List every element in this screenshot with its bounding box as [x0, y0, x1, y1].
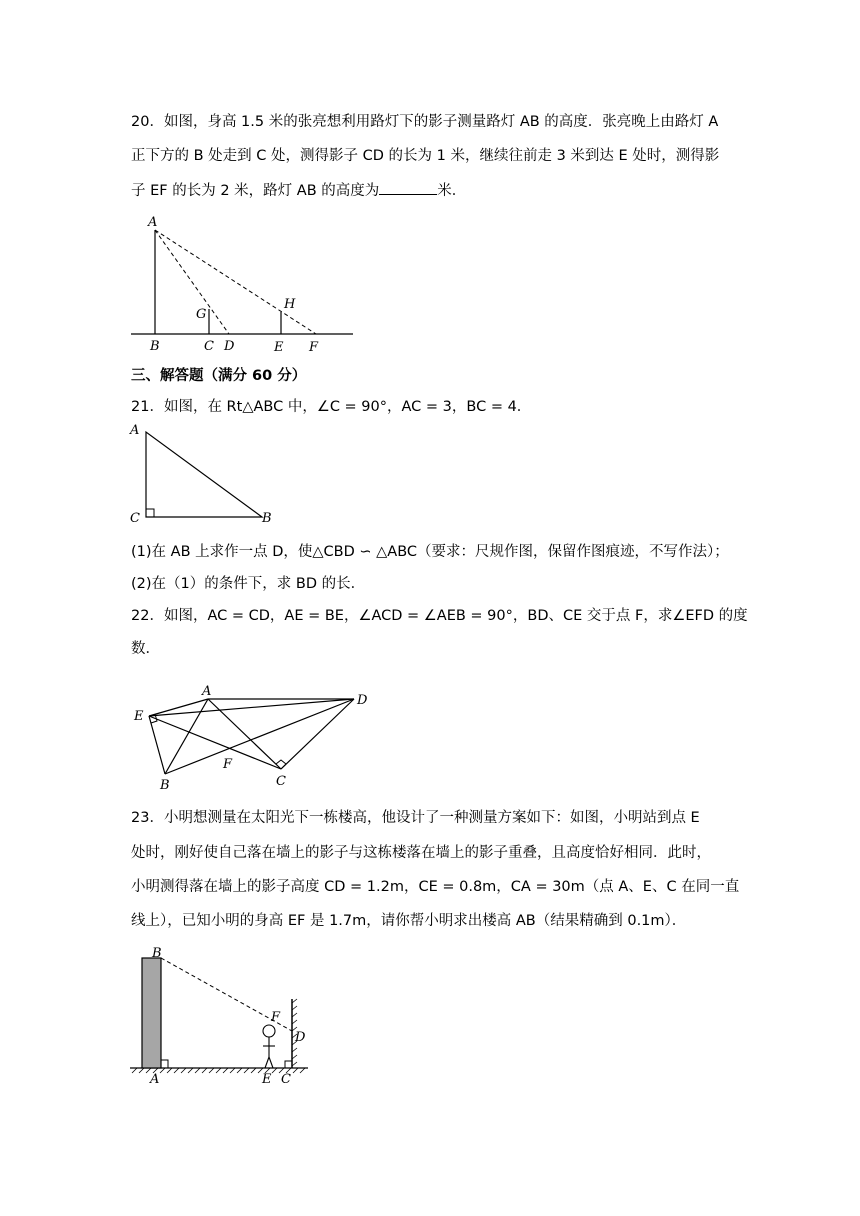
q21-part-2: (2)在（1）的条件下，求 BD 的长．: [131, 576, 366, 592]
q22-geometry-figure: [128, 682, 378, 792]
label-D: D: [295, 1030, 306, 1045]
label-F: F: [223, 757, 233, 772]
q20-line-3-text: 子 EF 的长为 2 米，路灯 AB 的高度为: [131, 183, 380, 199]
q22-line-1: 22．如图，AC = CD，AE = BE，∠ACD = ∠AEB = 90°，BD、CE 交于点 F，求∠EFD 的度: [131, 608, 748, 624]
label-C: C: [281, 1072, 291, 1087]
q23-line-4: 线上），已知小明的身高 EF 是 1.7m，请你帮小明求出楼高 AB（结果精确到 0.1m）．: [131, 913, 687, 929]
q23-building-figure: [128, 945, 328, 1085]
q23-line-3: 小明测得落在墙上的影子高度 CD = 1.2m，CE = 0.8m，CA = 30m（点 A、E、C 在同一直: [131, 879, 740, 895]
q20-line-2: 正下方的 B 处走到 C 处，测得影子 CD 的长为 1 米，继续往前走 3 米到达 E 处时，测得影: [131, 148, 720, 164]
label-H: H: [284, 297, 296, 312]
answer-blank: [379, 180, 437, 195]
label-A: A: [130, 423, 140, 438]
q20-line-3-unit: 米．: [437, 183, 467, 199]
q20-line-1: 20．如图，身高 1.5 米的张亮想利用路灯下的影子测量路灯 AB 的高度．张亮晚上由路灯 A: [131, 114, 719, 130]
label-D: D: [357, 693, 368, 708]
q21-line-1: 21．如图，在 Rt△ABC 中，∠C = 90°，AC = 3，BC = 4．: [131, 399, 532, 415]
label-B: B: [152, 946, 162, 961]
q20-line-3: [131, 180, 466, 201]
q22-line-2: 数．: [131, 641, 160, 657]
q23-line-1: 23．小明想测量在太阳光下一栋楼高，他设计了一种测量方案如下：如图，小明站到点 E: [131, 810, 700, 826]
label-C: C: [130, 511, 140, 526]
label-A: A: [202, 684, 212, 699]
q20-streetlight-figure: [128, 214, 368, 364]
label-B: B: [150, 339, 160, 354]
label-E: E: [134, 709, 144, 724]
label-C: C: [204, 339, 214, 354]
label-D: D: [224, 339, 235, 354]
label-G: G: [196, 307, 207, 322]
label-F: F: [271, 1010, 281, 1025]
label-F: F: [309, 340, 319, 355]
section-title: 三、解答题（满分 60 分）: [131, 368, 307, 384]
label-A: A: [148, 215, 158, 230]
label-B: B: [262, 511, 272, 526]
label-C: C: [276, 774, 286, 789]
label-A: A: [150, 1072, 160, 1087]
label-B: B: [160, 778, 170, 793]
q21-part-1: (1)在 AB 上求作一点 D，使△CBD ∽ △ABC（要求：尺规作图，保留作图痕迹，不写作法）；: [131, 544, 729, 560]
label-E: E: [274, 340, 284, 355]
q23-line-2: 处时，刚好使自己落在墙上的影子与这栋楼落在墙上的影子重叠，且高度恰好相同．此时，: [131, 845, 711, 861]
q21-triangle-figure: [128, 420, 288, 530]
label-E: E: [262, 1072, 272, 1087]
